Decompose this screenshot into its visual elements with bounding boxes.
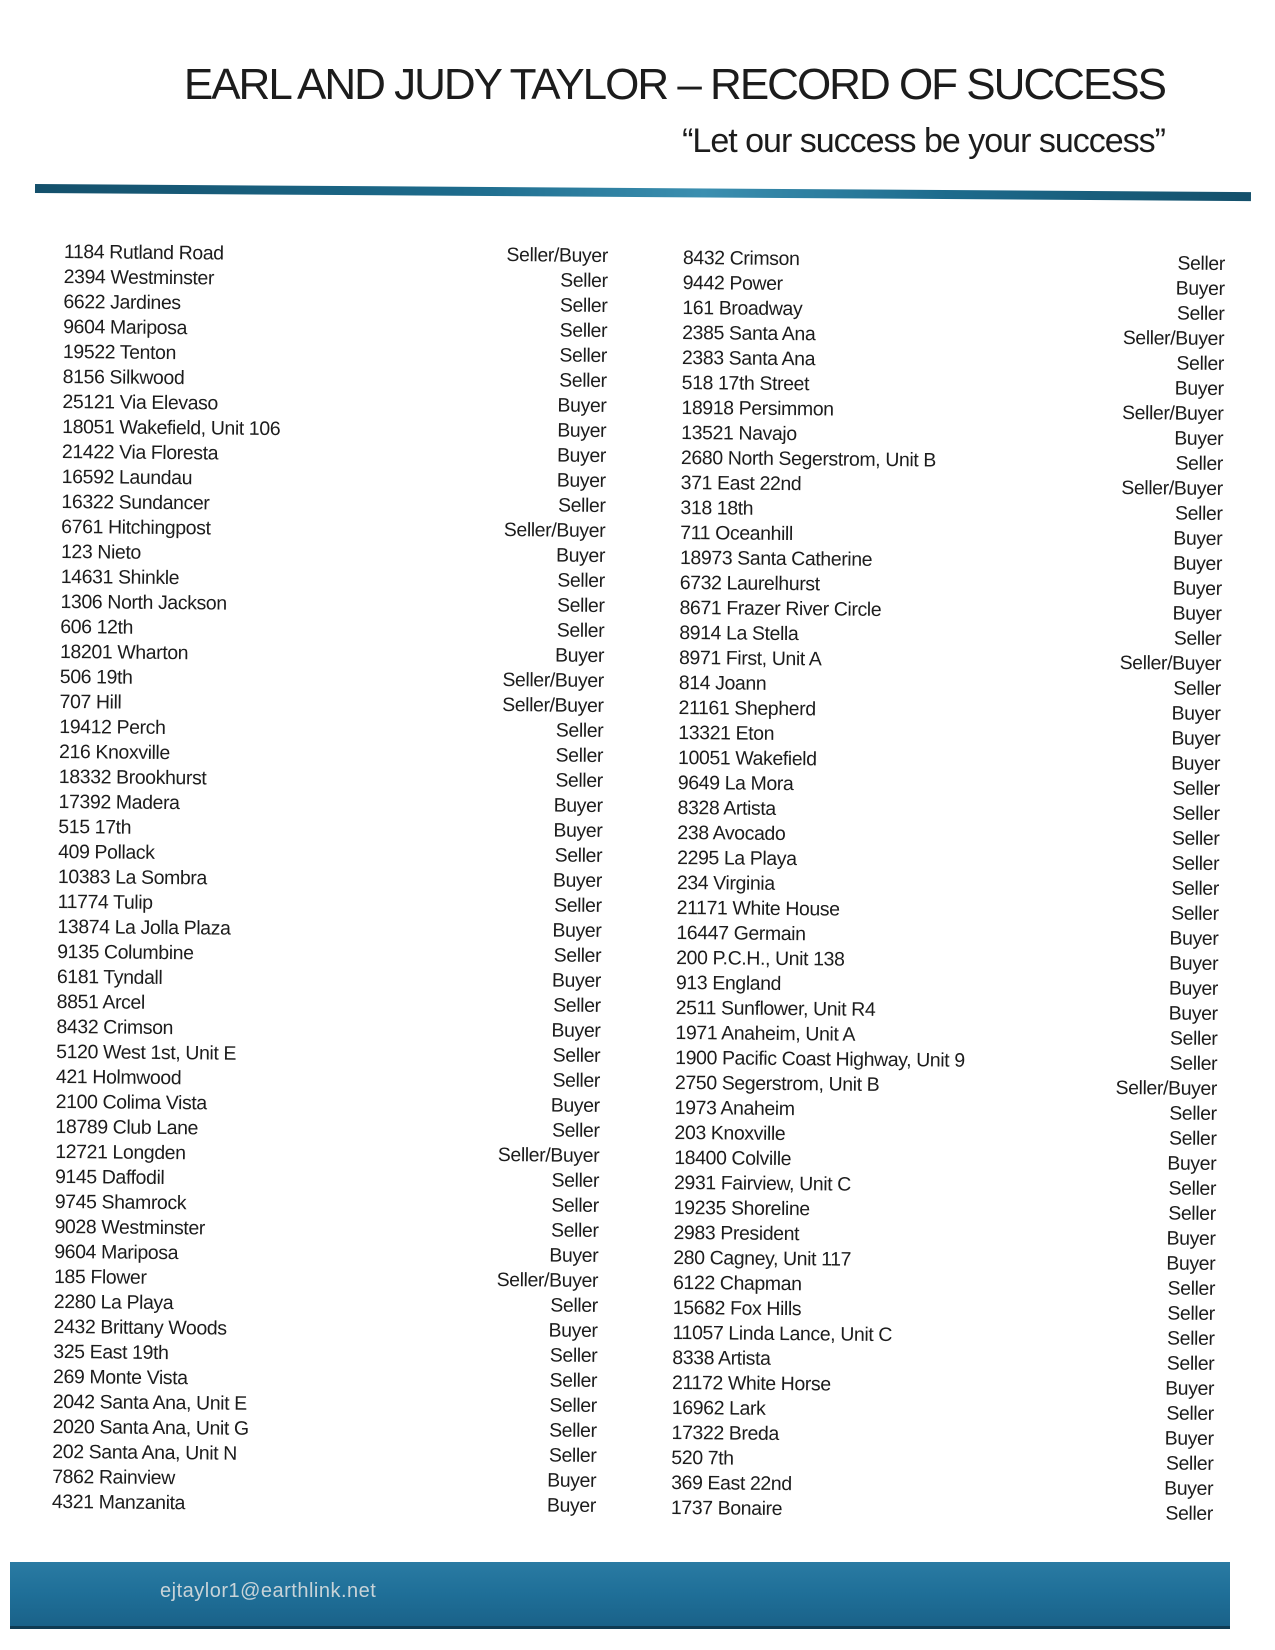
client-role: Seller	[554, 894, 602, 917]
property-address: 16322 Sundancer	[61, 490, 210, 515]
property-address: 18973 Santa Catherine	[679, 546, 873, 571]
client-role: Seller	[1167, 1302, 1215, 1325]
client-role: Buyer	[552, 919, 602, 942]
property-address: 10051 Wakefield	[677, 746, 817, 771]
client-role: Buyer	[1167, 1152, 1217, 1175]
property-address: 1973 Anaheim	[674, 1096, 795, 1121]
client-role: Buyer	[547, 1469, 597, 1492]
property-address: 16592 Laundau	[61, 465, 193, 490]
property-address: 1306 North Jackson	[60, 590, 227, 615]
property-address: 17322 Breda	[671, 1421, 779, 1445]
client-role: Buyer	[1168, 977, 1219, 1000]
property-address: 200 P.C.H., Unit 138	[676, 946, 845, 971]
property-address: 2385 Santa Ana	[682, 321, 816, 346]
client-role: Buyer	[1169, 952, 1219, 975]
client-role: Buyer	[1172, 577, 1222, 600]
property-address: 2983 President	[673, 1221, 800, 1246]
client-role: Seller	[1166, 1402, 1214, 1425]
client-role: Buyer	[1175, 277, 1225, 300]
client-role: Seller	[1171, 852, 1220, 875]
client-role: Seller	[550, 1294, 598, 1317]
client-role: Seller	[552, 1044, 601, 1067]
client-role: Buyer	[1173, 527, 1223, 550]
property-address: 25121 Via Elevaso	[62, 390, 219, 415]
client-role: Seller/Buyer	[1119, 652, 1222, 675]
client-role: Seller	[1177, 252, 1225, 275]
client-role: Buyer	[1166, 1227, 1216, 1250]
client-role: Buyer	[553, 794, 603, 817]
client-role: Seller/Buyer	[496, 1268, 599, 1292]
client-role: Buyer	[1165, 1377, 1215, 1400]
client-role: Buyer	[557, 394, 607, 417]
client-role: Buyer	[1172, 552, 1223, 575]
client-role: Seller	[1173, 677, 1221, 700]
property-address: 11774 Tulip	[57, 890, 153, 914]
client-role: Seller/Buyer	[1122, 327, 1225, 350]
client-role: Buyer	[551, 1019, 601, 1042]
property-address: 707 Hill	[59, 690, 122, 714]
property-address: 2383 Santa Ana	[681, 346, 816, 371]
client-role: Seller	[1171, 902, 1219, 925]
property-address: 6122 Chapman	[672, 1271, 802, 1296]
property-address: 2394 Westminster	[63, 265, 215, 290]
property-address: 515 17th	[58, 815, 132, 839]
client-role: Seller	[556, 619, 605, 642]
client-role: Seller	[559, 369, 607, 392]
property-address: 19412 Perch	[59, 715, 166, 739]
column2-role-list	[1068, 251, 1225, 1527]
client-role: Seller	[1169, 1027, 1218, 1050]
property-address: 518 17th Street	[681, 371, 810, 396]
property-address: 21172 White Horse	[671, 1371, 831, 1396]
client-role: Seller	[549, 1394, 597, 1417]
client-role: Seller	[1173, 627, 1222, 650]
client-role: Seller	[1169, 1052, 1218, 1075]
client-role: Seller	[553, 944, 602, 967]
property-address: 161 Broadway	[682, 296, 803, 321]
property-address: 369 East 22nd	[671, 1471, 792, 1496]
property-address: 9135 Columbine	[57, 940, 194, 965]
property-address: 14631 Shinkle	[60, 565, 180, 590]
client-role: Seller	[551, 1119, 600, 1142]
property-address: 203 Knoxville	[674, 1121, 786, 1146]
client-role: Seller/Buyer	[502, 694, 604, 717]
client-role: Buyer	[546, 1494, 596, 1517]
property-address: 8432 Crimson	[682, 246, 800, 271]
column2-address-list	[671, 246, 973, 1524]
client-role: Seller	[1176, 302, 1225, 325]
client-role: Seller	[1172, 802, 1220, 825]
property-address: 8914 La Stella	[679, 621, 799, 646]
client-role: Seller	[550, 1219, 599, 1242]
property-address: 1737 Bonaire	[670, 1496, 783, 1521]
client-role: Seller	[548, 1444, 597, 1467]
property-address: 18789 Club Lane	[55, 1115, 199, 1140]
client-role: Buyer	[554, 644, 605, 667]
property-address: 606 12th	[60, 615, 134, 639]
property-address: 19235 Shoreline	[673, 1196, 810, 1221]
property-address: 18051 Wakefield, Unit 106	[62, 415, 281, 441]
client-role: Buyer	[1164, 1427, 1214, 1450]
property-address: 6761 Hitchingpost	[61, 515, 211, 540]
property-address: 123 Nieto	[60, 540, 141, 564]
property-address: 16447 Germain	[676, 921, 806, 946]
property-address: 2750 Segerstrom, Unit B	[674, 1071, 880, 1096]
client-role: Buyer	[1174, 427, 1224, 450]
client-role: Seller	[551, 1194, 599, 1217]
column1-address-list	[52, 240, 282, 1517]
property-address: 9442 Power	[682, 271, 783, 295]
client-role: Seller	[1168, 1177, 1217, 1200]
client-role: Seller	[551, 1169, 600, 1192]
property-address: 11057 Linda Lance, Unit C	[672, 1321, 893, 1347]
client-role: Buyer	[1172, 602, 1222, 625]
property-address: 8432 Crimson	[56, 1015, 174, 1040]
property-address: 2020 Santa Ana, Unit G	[52, 1415, 249, 1440]
client-role: Buyer	[1164, 1477, 1214, 1500]
property-address: 711 Oceanhill	[680, 521, 793, 546]
property-address: 234 Virginia	[676, 871, 775, 895]
client-role: Seller	[557, 569, 605, 592]
property-address: 202 Santa Ana, Unit N	[52, 1440, 238, 1465]
property-address: 216 Knoxville	[58, 740, 170, 765]
header-divider	[35, 184, 1251, 201]
property-address: 8971 First, Unit A	[678, 646, 822, 671]
column1-role-list	[458, 243, 608, 1519]
client-role: Seller	[555, 769, 603, 792]
property-address: 18400 Colville	[674, 1146, 792, 1171]
client-role: Buyer	[1166, 1252, 1216, 1275]
client-role: Buyer	[548, 1319, 598, 1342]
client-role: Seller	[555, 719, 604, 742]
property-address: 5120 West 1st, Unit E	[56, 1040, 237, 1065]
property-address: 8338 Artista	[672, 1346, 771, 1370]
client-role: Seller	[1169, 1102, 1217, 1125]
property-address: 15682 Fox Hills	[672, 1296, 802, 1321]
property-address: 421 Holmwood	[55, 1065, 182, 1090]
property-address: 409 Pollack	[58, 840, 155, 864]
client-role: Seller	[555, 744, 604, 767]
property-address: 371 East 22nd	[680, 471, 802, 496]
property-address: 18332 Brookhurst	[58, 765, 207, 790]
property-address: 238 Avocado	[677, 821, 786, 846]
client-role: Buyer	[1171, 702, 1221, 725]
property-address: 185 Flower	[53, 1265, 147, 1289]
property-address: 8156 Silkwood	[62, 365, 185, 390]
property-address: 2432 Brittany Woods	[53, 1315, 227, 1340]
client-role: Seller	[1165, 1502, 1213, 1525]
property-address: 2280 La Playa	[53, 1290, 174, 1315]
client-role: Seller	[549, 1369, 598, 1392]
client-role: Seller/Buyer	[497, 1143, 600, 1167]
property-address: 7862 Rainview	[52, 1465, 175, 1490]
property-address: 4321 Manzanita	[51, 1490, 186, 1515]
client-role: Buyer	[557, 419, 607, 442]
property-address: 17392 Madera	[58, 790, 180, 815]
property-address: 280 Cagney, Unit 117	[673, 1246, 852, 1271]
property-address: 13321 Eton	[678, 721, 775, 745]
property-address: 9028 Westminster	[54, 1215, 206, 1240]
property-address: 13521 Navajo	[681, 421, 797, 446]
property-address: 8671 Frazer River Circle	[679, 596, 882, 621]
client-role: Seller/Buyer	[1115, 1076, 1218, 1100]
property-address: 520 7th	[671, 1446, 734, 1470]
property-address: 1900 Pacific Coast Highway, Unit 9	[675, 1046, 965, 1072]
property-address: 506 19th	[59, 665, 133, 689]
property-address: 21422 Via Floresta	[61, 440, 219, 465]
property-address: 9745 Shamrock	[54, 1190, 187, 1215]
client-role: Seller	[1165, 1452, 1214, 1475]
property-address: 8851 Arcel	[56, 990, 145, 1014]
client-role: Seller	[553, 994, 601, 1017]
client-role: Seller	[1176, 352, 1225, 375]
property-address: 9604 Mariposa	[54, 1240, 179, 1265]
client-role: Buyer	[1171, 752, 1221, 775]
client-role: Seller	[559, 344, 608, 367]
client-role: Seller	[549, 1344, 598, 1367]
client-role: Seller/Buyer	[506, 244, 608, 267]
property-address: 814 Joann	[678, 671, 767, 695]
client-role: Buyer	[552, 869, 602, 892]
property-address: 2931 Fairview, Unit C	[673, 1171, 852, 1196]
client-role: Seller/Buyer	[502, 669, 604, 692]
client-role: Seller	[1174, 502, 1223, 525]
client-role: Seller	[1166, 1327, 1215, 1350]
property-address: 19522 Tenton	[62, 340, 177, 365]
client-role: Seller	[559, 319, 608, 342]
footer-bar	[10, 1562, 1230, 1629]
client-role: Seller	[1167, 1277, 1216, 1300]
client-role: Seller	[1171, 827, 1220, 850]
client-role: Buyer	[551, 969, 602, 992]
property-address: 21161 Shepherd	[678, 696, 816, 721]
client-role: Seller	[556, 594, 605, 617]
property-address: 18918 Persimmon	[681, 396, 834, 421]
client-role: Seller/Buyer	[1121, 477, 1223, 500]
property-address: 6181 Tyndall	[56, 965, 163, 989]
property-address: 325 East 19th	[53, 1340, 169, 1365]
client-role: Seller	[560, 269, 608, 292]
property-address: 913 England	[675, 971, 782, 995]
property-address: 269 Monte Vista	[52, 1365, 188, 1390]
client-role: Seller	[1168, 1127, 1217, 1150]
property-address: 9649 La Mora	[677, 771, 794, 796]
property-address: 10383 La Sombra	[57, 865, 208, 890]
client-role: Buyer	[1169, 927, 1219, 950]
client-role: Seller	[1166, 1352, 1215, 1375]
property-address: 6732 Laurelhurst	[679, 571, 820, 596]
property-address: 1184 Rutland Road	[63, 240, 224, 265]
page-subtitle: “Let our success be your success”	[682, 122, 1165, 160]
client-role: Buyer	[550, 1094, 600, 1117]
property-address: 12721 Longden	[55, 1140, 186, 1165]
client-role: Seller	[554, 844, 603, 867]
property-address: 2100 Colima Vista	[55, 1090, 207, 1115]
property-address: 2042 Santa Ana, Unit E	[52, 1390, 247, 1415]
property-address: 6622 Jardines	[63, 290, 181, 315]
client-role: Buyer	[1174, 377, 1224, 400]
property-address: 18201 Wharton	[59, 640, 189, 665]
property-address: 13874 La Jolla Plaza	[57, 915, 231, 940]
client-role: Buyer	[553, 819, 603, 842]
client-role: Buyer	[549, 1244, 599, 1267]
client-role: Seller	[559, 294, 608, 317]
client-role: Buyer	[1171, 727, 1221, 750]
client-role: Seller/Buyer	[503, 519, 606, 542]
client-role: Buyer	[556, 444, 607, 467]
client-role: Seller	[552, 1069, 601, 1092]
page-title: EARL AND JUDY TAYLOR – RECORD OF SUCCESS	[183, 60, 1165, 109]
property-address: 16962 Lark	[671, 1396, 766, 1420]
property-address: 9145 Daffodil	[54, 1165, 165, 1190]
client-role: Seller	[557, 494, 606, 517]
client-role: Seller/Buyer	[1121, 402, 1224, 425]
property-address: 318 18th	[680, 496, 754, 520]
property-address: 9604 Mariposa	[63, 315, 188, 340]
property-address: 2680 North Segerstrom, Unit B	[680, 446, 937, 472]
client-role: Buyer	[1168, 1002, 1218, 1025]
client-role: Seller	[1171, 877, 1219, 900]
client-role: Seller	[549, 1419, 597, 1442]
property-address: 2511 Sunflower, Unit R4	[675, 996, 876, 1021]
client-role: Seller	[1172, 777, 1220, 800]
client-role: Buyer	[555, 544, 606, 567]
client-role: Buyer	[556, 469, 606, 492]
contact-email[interactable]: ejtaylor1@earthlink.net	[160, 1580, 377, 1602]
property-address: 21171 White House	[676, 896, 840, 921]
client-role: Seller	[1175, 452, 1224, 475]
property-address: 2295 La Playa	[677, 846, 797, 871]
client-role: Seller	[1168, 1202, 1216, 1225]
property-address: 8328 Artista	[677, 796, 776, 820]
property-address: 1971 Anaheim, Unit A	[675, 1021, 856, 1046]
